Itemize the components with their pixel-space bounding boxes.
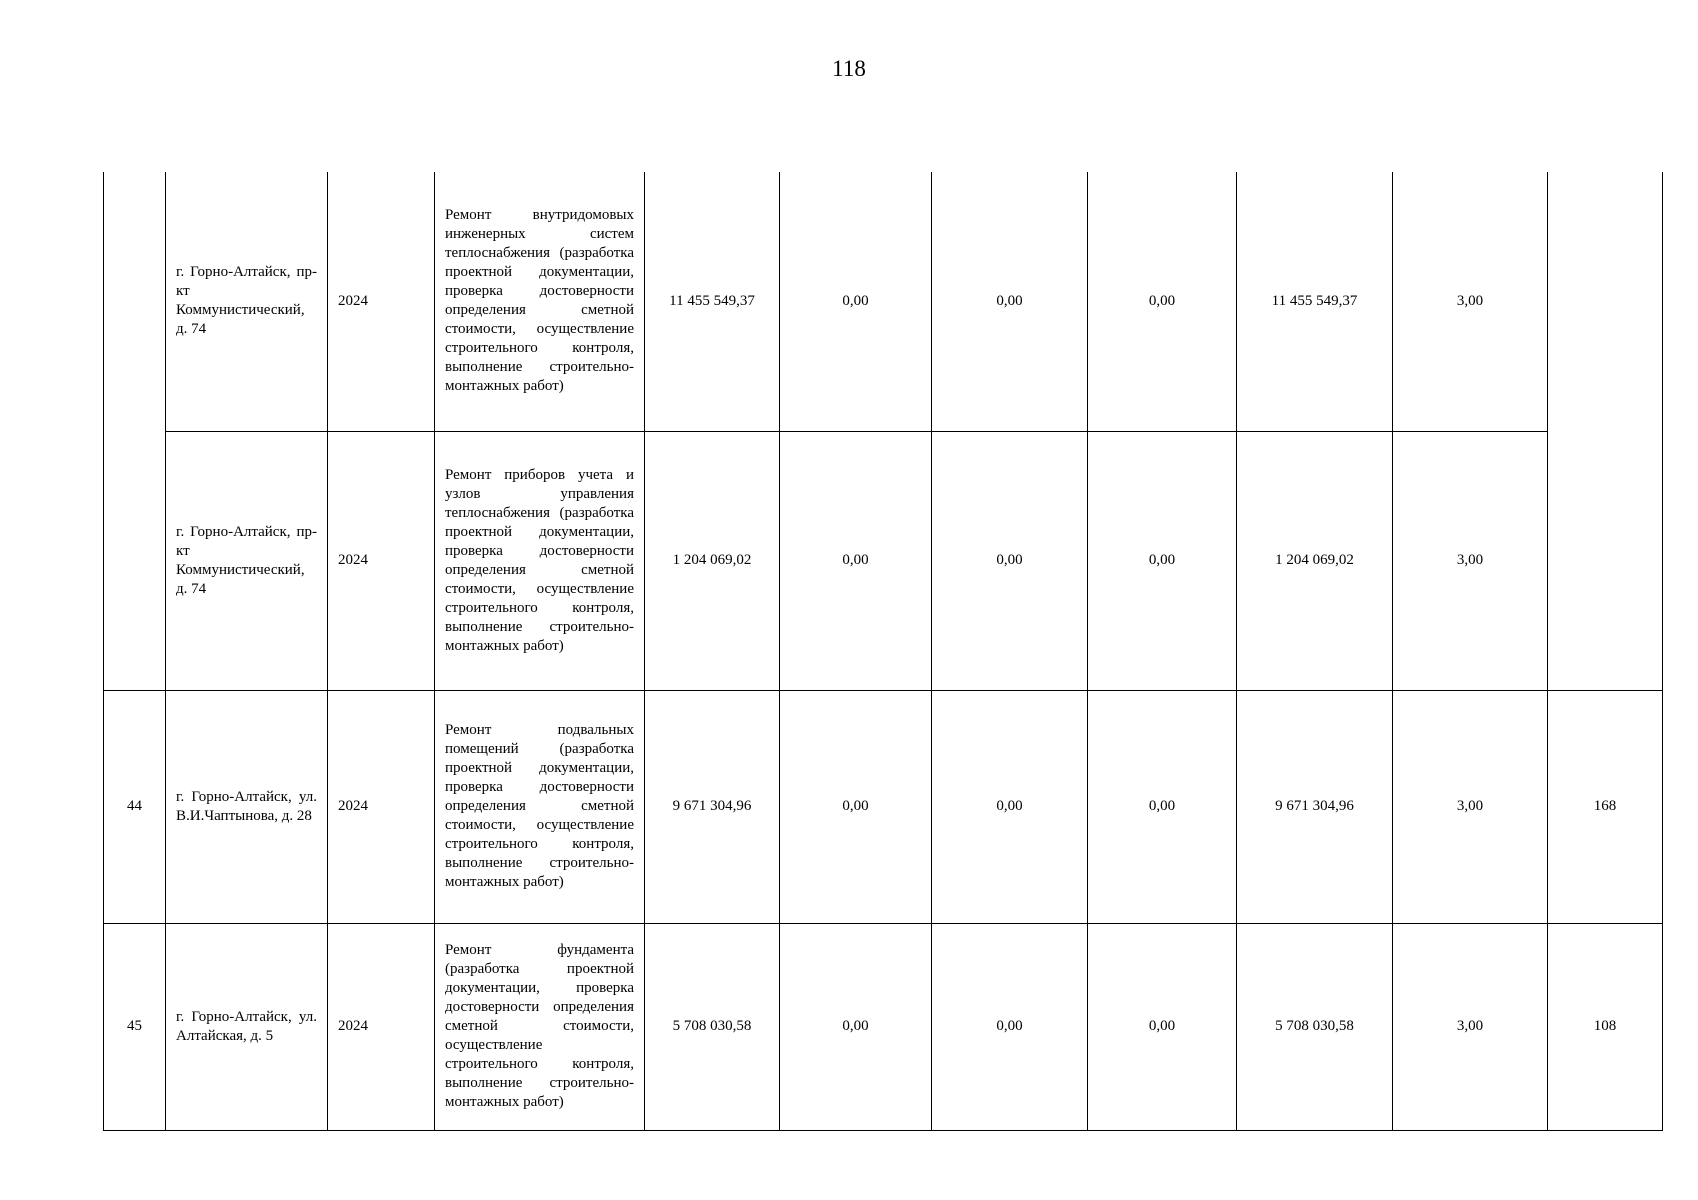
address-cell: г. Горно-Алтайск, ул. Алтайская, д. 5 xyxy=(166,923,328,1130)
last-column-cell: 168 xyxy=(1548,690,1663,923)
work-description-cell: Ремонт подвальных помещений (разработка проектной документации, проверка достоверности определения сметной стоимости, осуществление строительного контроля, выполнение строительно-монтажных работ) xyxy=(435,690,645,923)
year-cell: 2024 xyxy=(328,923,435,1130)
address-cell: г. Горно-Алтайск, пр-кт Коммунистический, д. 74 xyxy=(166,431,328,690)
total-cost-cell: 11 455 549,37 xyxy=(645,172,780,431)
year-cell: 2024 xyxy=(328,690,435,923)
total-cost-cell: 1 204 069,02 xyxy=(645,431,780,690)
address-cell: г. Горно-Алтайск, пр-кт Коммунистический, д. 74 xyxy=(166,172,328,431)
year-cell: 2024 xyxy=(328,431,435,690)
value-cell: 0,00 xyxy=(1088,431,1237,690)
value-cell: 0,00 xyxy=(932,172,1088,431)
last-column-cell xyxy=(1548,172,1663,690)
fund-cost-cell: 5 708 030,58 xyxy=(1237,923,1393,1130)
fund-cost-cell: 9 671 304,96 xyxy=(1237,690,1393,923)
table-row xyxy=(104,431,1663,690)
work-description-cell: Ремонт внутридомовых инженерных систем теплоснабжения (разработка проектной документации, проверка достоверности определения сметной стоимости, осуществление строительного контроля, выполнение строительно-монтажных работ) xyxy=(435,172,645,431)
value-cell: 0,00 xyxy=(932,690,1088,923)
works-table xyxy=(103,172,1663,1131)
value-cell: 0,00 xyxy=(780,431,932,690)
table-row xyxy=(104,172,1663,431)
address-cell: г. Горно-Алтайск, ул. В.И.Чаптынова, д. 28 xyxy=(166,690,328,923)
total-cost-cell: 9 671 304,96 xyxy=(645,690,780,923)
rate-cell: 3,00 xyxy=(1393,923,1548,1130)
total-cost-cell: 5 708 030,58 xyxy=(645,923,780,1130)
fund-cost-cell: 11 455 549,37 xyxy=(1237,172,1393,431)
row-number-cell: 45 xyxy=(104,923,166,1130)
rate-cell: 3,00 xyxy=(1393,690,1548,923)
value-cell: 0,00 xyxy=(1088,172,1237,431)
table-row xyxy=(104,923,1663,1130)
row-number-cell: 44 xyxy=(104,690,166,923)
year-cell: 2024 xyxy=(328,172,435,431)
value-cell: 0,00 xyxy=(780,172,932,431)
page-number: 118 xyxy=(832,56,866,81)
value-cell: 0,00 xyxy=(1088,923,1237,1130)
value-cell: 0,00 xyxy=(780,690,932,923)
rate-cell: 3,00 xyxy=(1393,431,1548,690)
rate-cell: 3,00 xyxy=(1393,172,1548,431)
work-description-cell: Ремонт приборов учета и узлов управления теплоснабжения (разработка проектной документации, проверка достоверности определения сметной стоимости, осуществление строительного контроля, выполнение строительно-монтажных работ) xyxy=(435,431,645,690)
fund-cost-cell: 1 204 069,02 xyxy=(1237,431,1393,690)
value-cell: 0,00 xyxy=(932,923,1088,1130)
work-description-cell: Ремонт фундамента (разработка проектной документации, проверка достоверности определения сметной стоимости, осуществление строительного контроля, выполнение строительно-монтажных работ) xyxy=(435,923,645,1130)
value-cell: 0,00 xyxy=(780,923,932,1130)
value-cell: 0,00 xyxy=(932,431,1088,690)
table-row xyxy=(104,690,1663,923)
row-number-cell xyxy=(104,172,166,690)
value-cell: 0,00 xyxy=(1088,690,1237,923)
last-column-cell: 108 xyxy=(1548,923,1663,1130)
